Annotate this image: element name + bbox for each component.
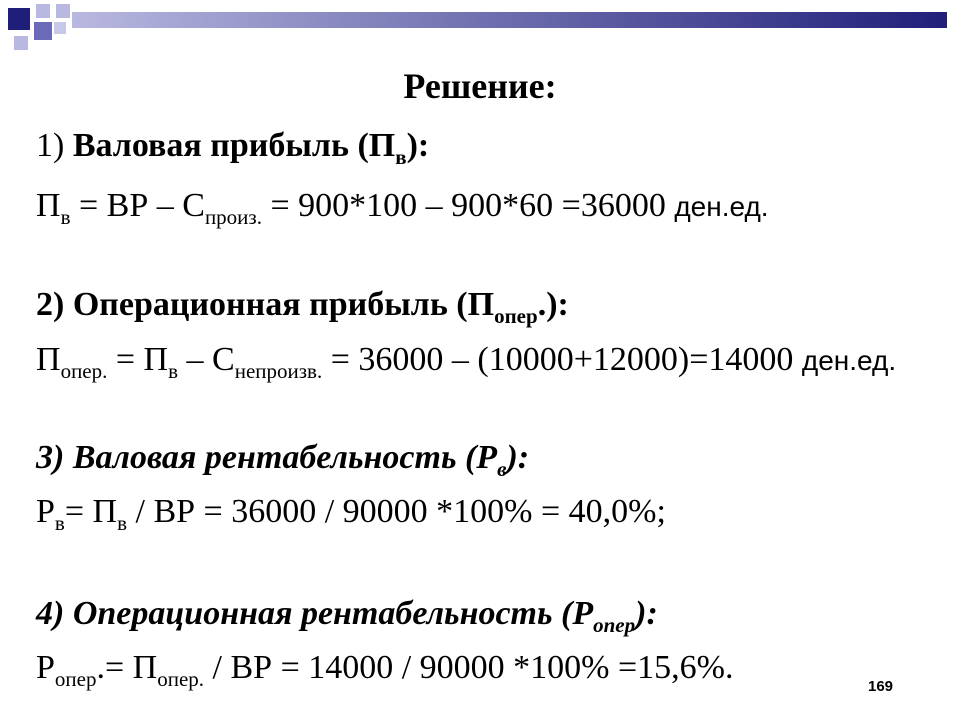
formula-4-a: Р	[36, 649, 55, 686]
formula-4-c: / ВР = 14000 / 90000 *100% =15,6%.	[204, 649, 734, 686]
header-gradient-bar	[72, 12, 947, 28]
section-1-subscript: в	[395, 145, 407, 169]
formula-1-a-sub: в	[60, 205, 71, 229]
section-2-tail: .):	[537, 286, 569, 323]
formula-1-b-sub: произ.	[204, 205, 262, 229]
formula-1-c: = 900*100 – 900*60 =36000	[261, 187, 675, 224]
section-4-subscript: опер	[593, 613, 636, 637]
section-3-heading	[36, 438, 530, 481]
formula-1	[36, 186, 769, 227]
formula-4-b: .= П	[96, 649, 158, 686]
section-4-heading	[36, 594, 658, 637]
section-2-subscript: опер	[494, 304, 538, 328]
formula-3-b: = П	[64, 493, 118, 530]
section-2-heading	[36, 285, 569, 328]
formula-4-b-sub: опер.	[157, 667, 205, 691]
formula-3-c: / ВР = 36000 / 90000 *100% = 40,0%;	[127, 493, 666, 530]
formula-1-b: = ВР – С	[70, 187, 205, 224]
section-1-tail: ):	[406, 127, 430, 164]
section-1-number: 1)	[36, 127, 65, 164]
decor-square	[14, 36, 28, 50]
decor-square	[34, 22, 52, 40]
section-3-tail: ):	[506, 439, 530, 476]
decor-square	[54, 22, 66, 34]
formula-2-b: = П	[107, 341, 169, 378]
section-4-tail: ):	[635, 595, 658, 632]
slide-title: Решение:	[403, 66, 557, 106]
formula-2-d: = 36000 – (10000+12000)=14000	[322, 341, 802, 378]
section-1-title: Валовая прибыль (П	[72, 127, 396, 164]
decor-square	[36, 4, 50, 18]
formula-3-a-sub: в	[54, 511, 65, 535]
formula-3	[36, 492, 666, 535]
formula-2-a: П	[36, 341, 61, 378]
decor-square	[56, 4, 70, 18]
page-number: 169	[868, 678, 894, 695]
formula-1-unit: ден.ед.	[674, 191, 769, 222]
section-4-title: 4) Операционная рентабельность (Р	[36, 595, 594, 632]
formula-4-a-sub: опер	[54, 667, 97, 691]
section-3-title: 3) Валовая рентабельность (Р	[36, 439, 498, 476]
section-1-heading	[36, 126, 430, 169]
section-3-subscript: в	[497, 457, 507, 481]
formula-4	[36, 648, 734, 691]
formula-2	[36, 340, 896, 381]
section-2-title: 2) Операционная прибыль (П	[36, 286, 495, 323]
formula-2-c: – С	[178, 341, 235, 378]
formula-2-unit: ден.ед.	[801, 345, 897, 376]
formula-2-a-sub: опер.	[60, 359, 108, 383]
formula-3-a: Р	[36, 493, 55, 530]
formula-1-a: П	[36, 187, 61, 224]
formula-3-b-sub: в	[117, 511, 127, 535]
decor-square	[8, 8, 30, 30]
formula-2-c-sub: непроизв.	[234, 359, 323, 383]
formula-2-b-sub: в	[168, 359, 179, 383]
